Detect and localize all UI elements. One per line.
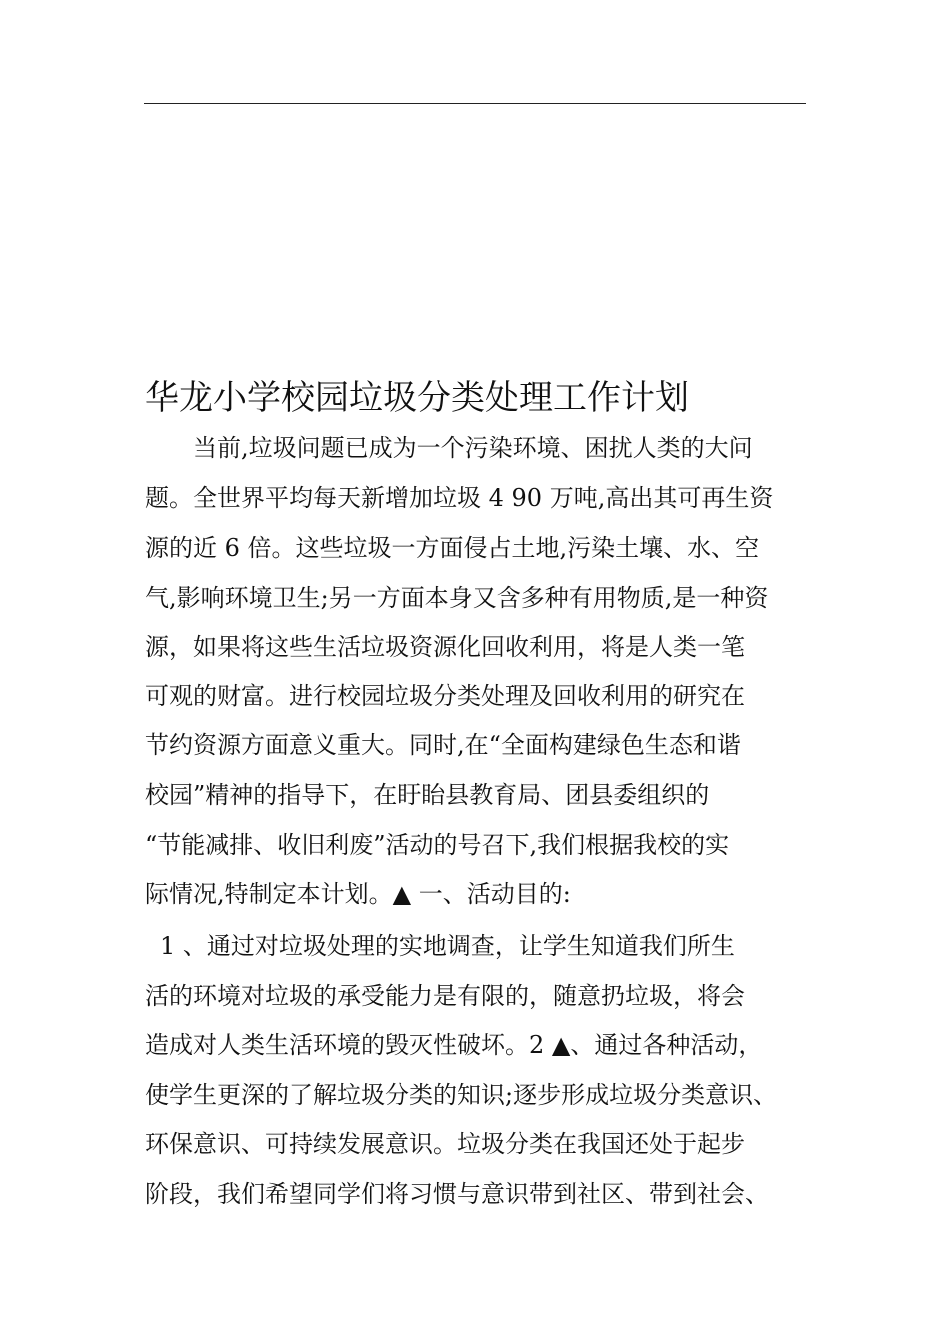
paragraph-line-13: 造成对人类生活环境的毁灭性破坏。2 ▲、通过各种活动， — [145, 1031, 763, 1059]
paragraph-line-4: 气,影响环境卫生;另一方面本身又含多种有用物质,是一种资 — [145, 584, 769, 612]
paragraph-line-8: 校园”精神的指导下，在盱眙县教育局、团县委组织的 — [145, 781, 710, 809]
paragraph-line-6: 可观的财富。进行校园垃圾分类处理及回收利用的研究在 — [145, 682, 745, 710]
paragraph-line-3: 源的近 6 倍。这些垃圾一方面侵占土地,污染土壤、水、空 — [145, 534, 760, 562]
header-rule — [144, 103, 806, 104]
paragraph-line-15: 环保意识、可持续发展意识。垃圾分类在我国还处于起步 — [145, 1130, 745, 1158]
paragraph-line-11: 1 、通过对垃圾处理的实地调查，让学生知道我们所生 — [160, 932, 735, 960]
paragraph-line-12: 活的环境对垃圾的承受能力是有限的，随意扔垃圾，将会 — [145, 982, 745, 1010]
document-title: 华龙小学校园垃圾分类处理工作计划 — [145, 378, 689, 418]
paragraph-line-14: 使学生更深的了解垃圾分类的知识;逐步形成垃圾分类意识、 — [145, 1081, 778, 1109]
paragraph-line-10: 际情况,特制定本计划。▲ 一、活动目的: — [145, 880, 571, 908]
paragraph-line-16: 阶段，我们希望同学们将习惯与意识带到社区、带到社会、 — [145, 1180, 769, 1208]
paragraph-line-9: “节能减排、收旧利废”活动的号召下,我们根据我校的实 — [145, 831, 730, 859]
paragraph-line-1: 当前,垃圾问题已成为一个污染环境、困扰人类的大问 — [193, 434, 753, 462]
paragraph-line-2: 题。全世界平均每天新增加垃圾 4 90 万吨,高出其可再生资 — [145, 484, 774, 512]
paragraph-line-7: 节约资源方面意义重大。同时,在“全面构建绿色生态和谐 — [145, 731, 741, 759]
paragraph-line-5: 源，如果将这些生活垃圾资源化回收利用，将是人类一笔 — [145, 633, 745, 661]
